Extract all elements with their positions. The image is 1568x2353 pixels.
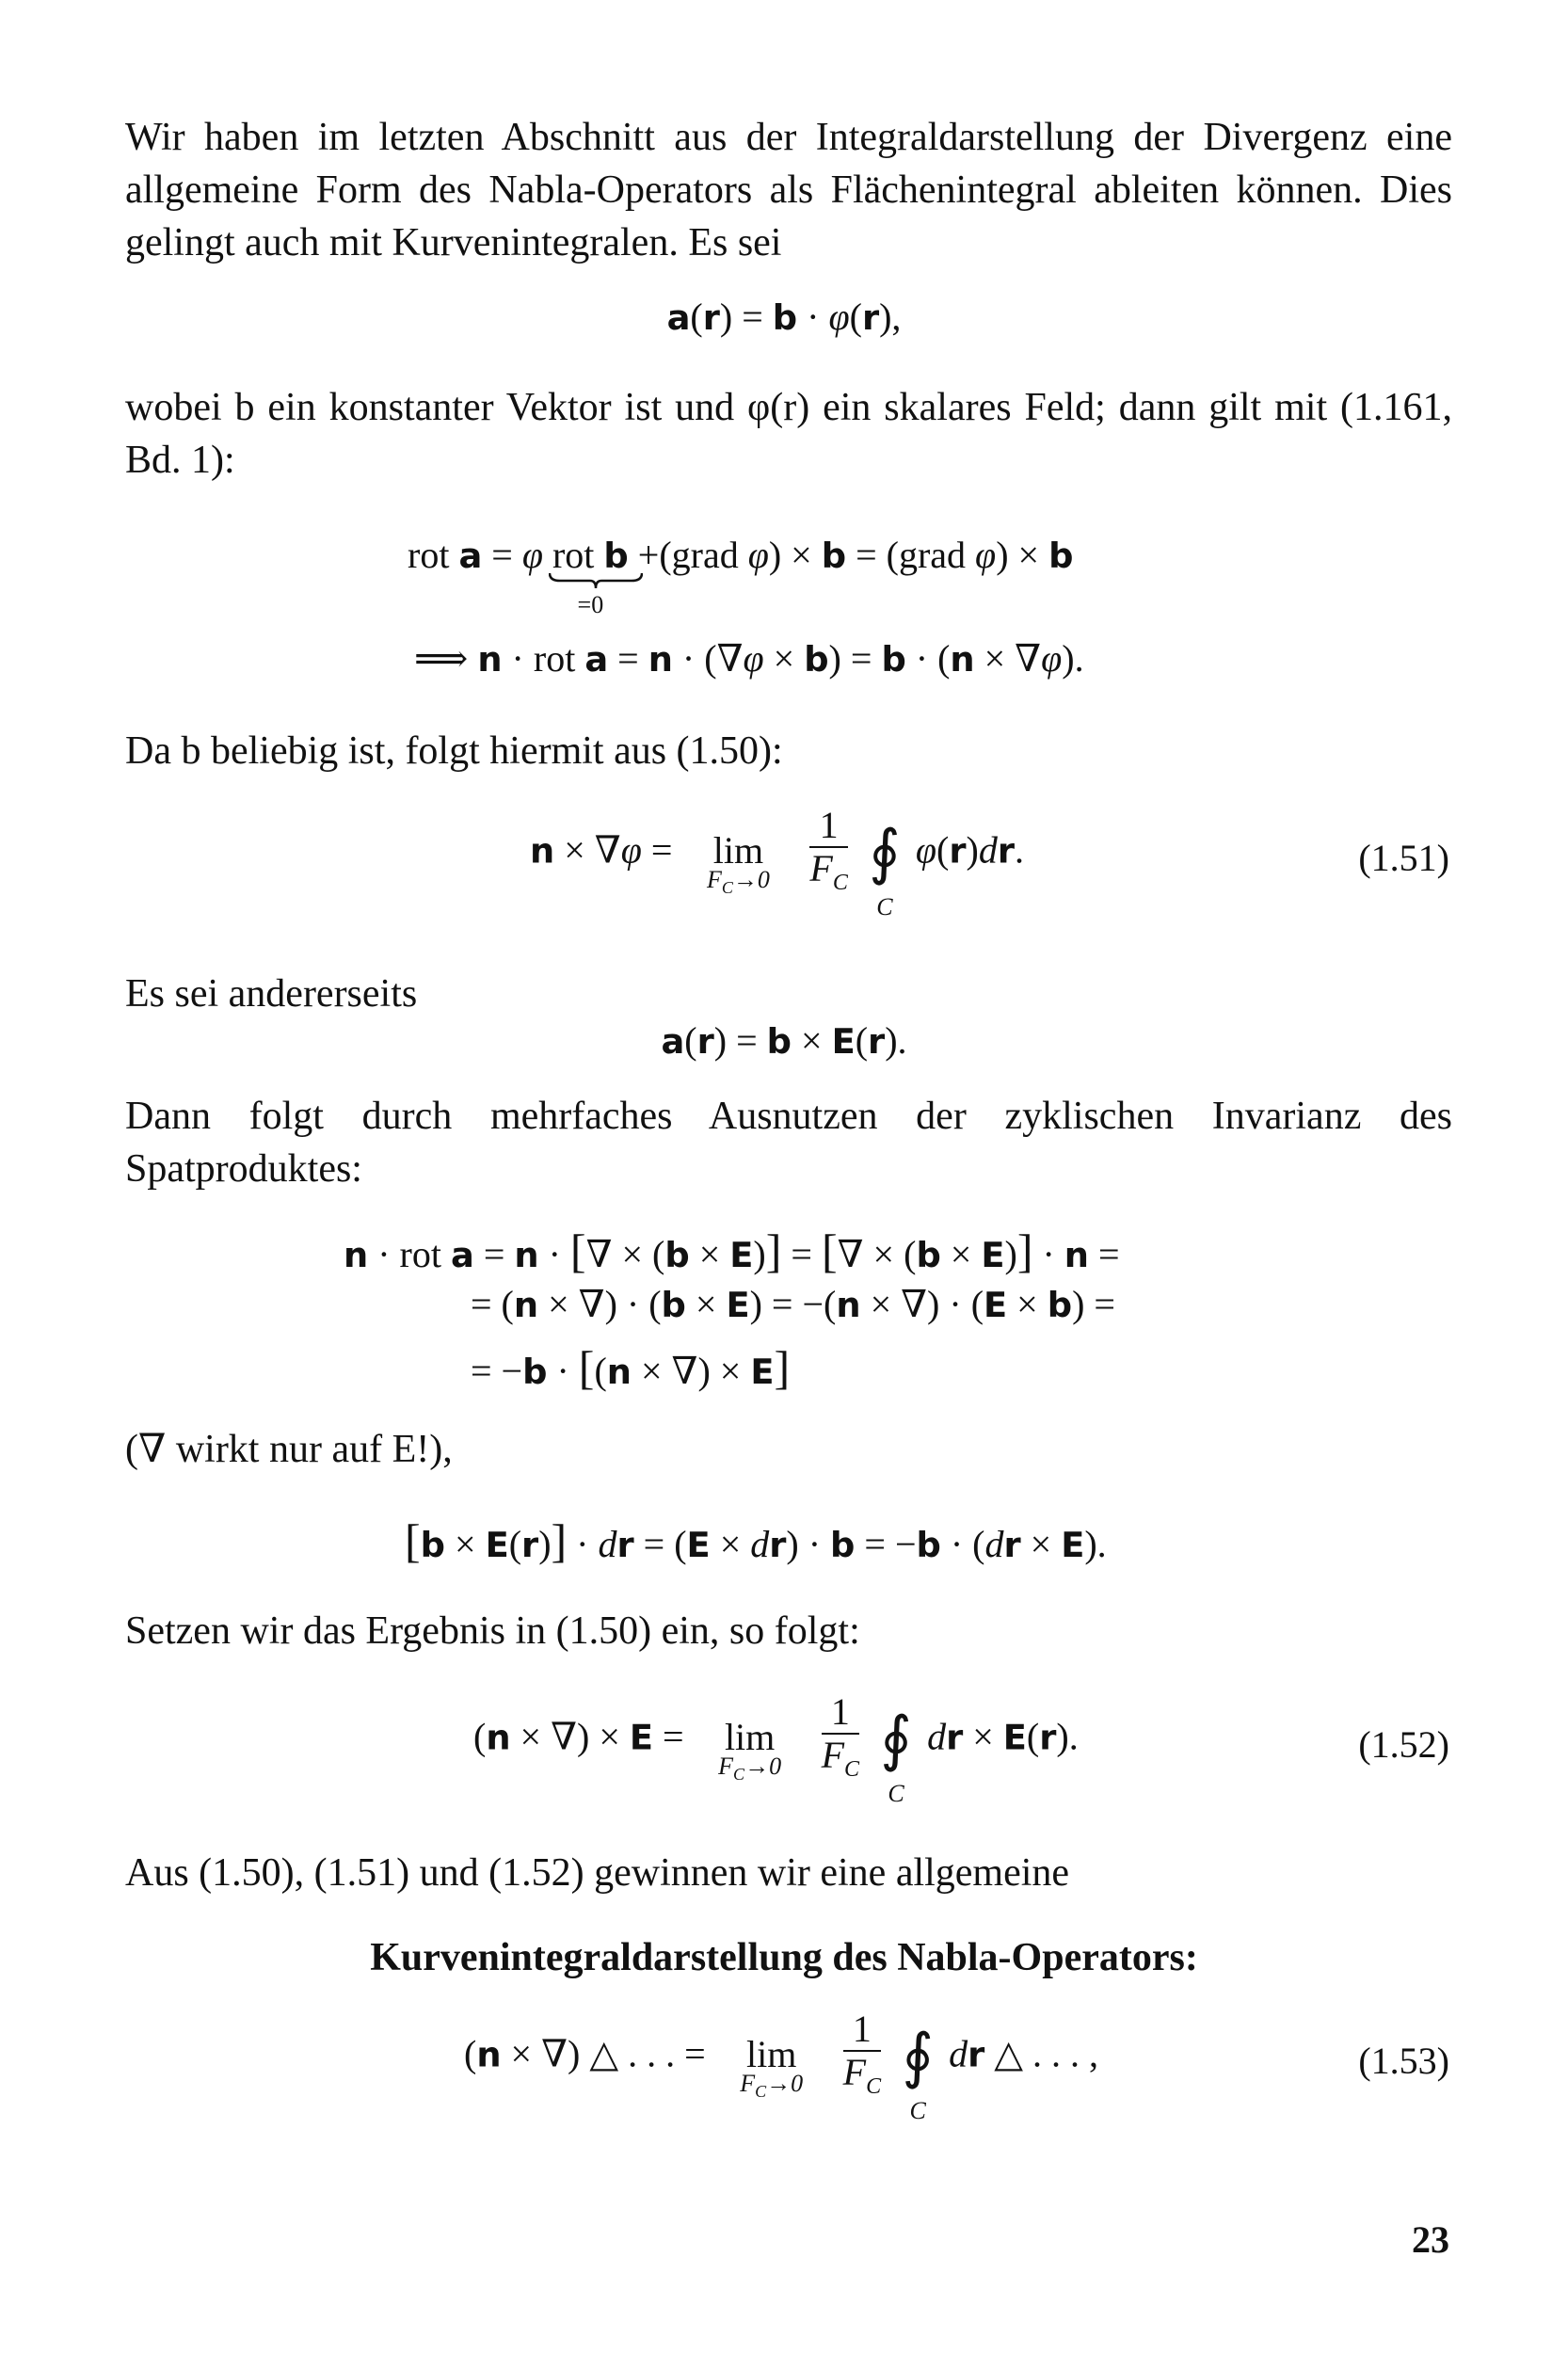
- equation-number-1-51: (1.51): [1358, 837, 1449, 879]
- paragraph-spatprodukt: Dann folgt durch mehrfaches Ausnutzen der zyklischen Invarianz des Spatproduktes:: [125, 1095, 1452, 1191]
- page-number: 23: [1412, 2218, 1449, 2261]
- paragraph-wobei: wobei b ein konstanter Vektor ist und φ(r) ein skalares Feld; dann gilt mit (1.161, Bd. 1):: [125, 386, 1452, 482]
- equation-1-52: (n × ∇) × E = lim $F_C\to 0$ $\frac{1}{F_C}$ ∮ C dr × E(r).: [473, 1690, 1079, 1807]
- equation-nrot-line1: n · rot a = n · [∇ × (b × E)] = [∇ × (b × E)] · n =: [344, 1225, 1120, 1277]
- contour-integral-icon: ∮ C: [902, 2022, 934, 2124]
- equation-nrot-line2: = (n × ∇) · (b × E) = −(n × ∇) · (E × b) =: [471, 1283, 1115, 1325]
- paragraph-nabla-note: (∇ wirkt nur auf E!),: [125, 1428, 453, 1471]
- equation-implies: ⟹ n · rot a = n · (∇φ × b) = b · (n × ∇φ).: [414, 637, 1084, 680]
- underbrace-label: =0: [577, 591, 604, 618]
- equation-bxe-dr: [b × E(r)] · dr = (E × dr) · b = −b · (dr × E).: [405, 1514, 1107, 1567]
- equation-a-cross: a(r) = b × E(r).: [661, 1019, 907, 1062]
- limit: lim $F_C\to 0$: [740, 2032, 804, 2101]
- paragraph-andererseits: Es sei andererseits: [125, 972, 418, 1016]
- equation-rot-a: rot a = φ rot b =0 +(grad φ) × b = (grad φ) × b: [408, 534, 1074, 618]
- paragraph-aus: Aus (1.50), (1.51) und (1.52) gewinnen wir eine allgemeine: [125, 1851, 1070, 1895]
- equation-number-1-53: (1.53): [1358, 2040, 1449, 2082]
- limit: lim $F_C\to 0$: [706, 828, 770, 897]
- equation-number-1-52: (1.52): [1358, 1723, 1449, 1766]
- equation-1-53: (n × ∇) △ . . . = lim $F_C\to 0$ $\frac{1}{F_C}$ ∮ C dr △ . . . ,: [464, 2008, 1099, 2124]
- paragraph-intro: Wir haben im letzten Abschnitt aus der Integraldarstellung der Divergenz eine allgemeine Form des Nabla-Operators als Flächenintegral ableiten können. Dies gelingt auch mit Kurvenintegralen. Es sei: [125, 116, 1452, 264]
- underbrace-icon: [549, 572, 643, 589]
- section-heading: Kurvenintegraldarstellung des Nabla-Operators:: [370, 1936, 1198, 1979]
- equation-nrot-line3: = −b · [(n × ∇) × E]: [471, 1341, 791, 1394]
- underbrace-rot-b: rot b =0: [552, 533, 629, 577]
- paragraph-da-b: Da b beliebig ist, folgt hiermit aus (1.50):: [125, 729, 783, 773]
- contour-integral-icon: ∮ C: [880, 1705, 912, 1807]
- contour-integral-icon: ∮ C: [869, 818, 901, 920]
- fraction: $\frac{1}{F_C}$: [821, 1690, 860, 1782]
- equation-a-def: a(r) = b · φ(r),: [666, 296, 902, 338]
- limit: lim $F_C\to 0$: [718, 1715, 782, 1784]
- paragraph-setzen: Setzen wir das Ergebnis in (1.50) ein, so folgt:: [125, 1609, 860, 1653]
- fraction: $\frac{1}{F_C}$: [809, 804, 848, 895]
- equation-1-51: n × ∇φ = lim $F_C\to 0$ $\frac{1}{F_C}$ ∮ C φ(r)dr.: [530, 804, 1024, 920]
- fraction: $\frac{1}{F_C}$: [842, 2008, 882, 2099]
